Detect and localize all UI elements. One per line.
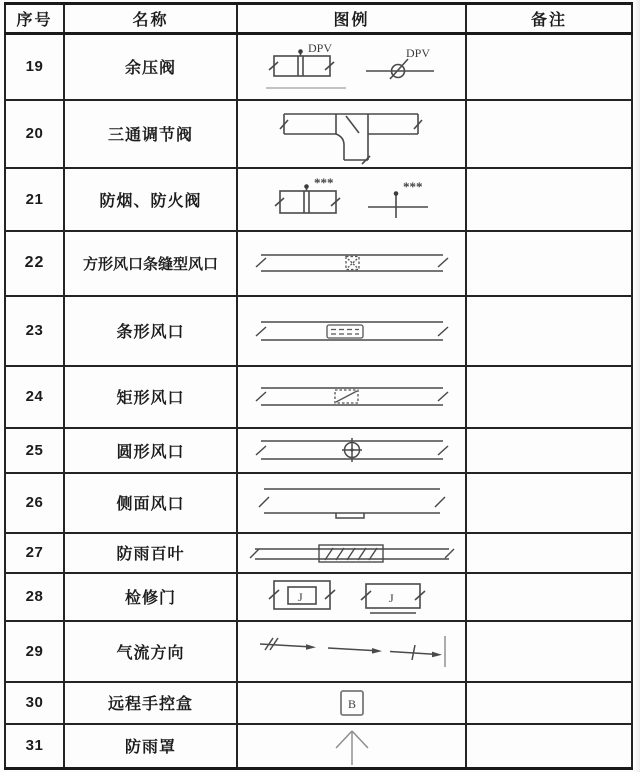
legend-table bbox=[4, 2, 633, 770]
table-row bbox=[5, 621, 632, 682]
row-name: 防雨百叶 bbox=[64, 533, 237, 573]
row-remark-cell bbox=[466, 296, 632, 366]
row-remark-cell bbox=[466, 573, 632, 621]
row-symbol-cell bbox=[237, 34, 466, 100]
row-symbol-cell bbox=[237, 168, 466, 231]
row-name: 圆形风口 bbox=[64, 428, 237, 473]
row-id: 28 bbox=[5, 573, 64, 621]
row-symbol-cell bbox=[237, 428, 466, 473]
row-name: 远程手控盒 bbox=[64, 682, 237, 724]
dpv-label-right: DPV bbox=[405, 45, 430, 60]
row-id: 22 bbox=[5, 231, 64, 296]
row-name: 侧面风口 bbox=[64, 473, 237, 533]
row-remark-cell bbox=[466, 682, 632, 724]
table-row bbox=[5, 100, 632, 168]
table-row bbox=[5, 34, 632, 100]
row-remark-cell bbox=[466, 724, 632, 769]
row-id: 30 bbox=[5, 682, 64, 724]
row-remark-cell bbox=[466, 231, 632, 296]
row-id: 25 bbox=[5, 428, 64, 473]
three-way-regulating-valve-symbol bbox=[266, 102, 438, 166]
row-remark-cell bbox=[466, 100, 632, 168]
row-symbol-cell bbox=[237, 573, 466, 621]
table-row bbox=[5, 573, 632, 621]
stars-label-left: *** bbox=[313, 175, 333, 190]
row-id: 26 bbox=[5, 473, 64, 533]
col-header-name: 名称 bbox=[64, 4, 237, 34]
row-remark-cell bbox=[466, 621, 632, 682]
table-row bbox=[5, 473, 632, 533]
table-row bbox=[5, 296, 632, 366]
dpv-label-left: DPV bbox=[307, 40, 332, 55]
row-symbol-cell bbox=[237, 231, 466, 296]
table-row bbox=[5, 231, 632, 296]
residual-pressure-valve-symbol bbox=[254, 40, 450, 94]
row-id: 27 bbox=[5, 533, 64, 573]
stars-label-right: *** bbox=[402, 179, 422, 194]
row-remark-cell bbox=[466, 533, 632, 573]
table-row bbox=[5, 366, 632, 428]
row-symbol-cell bbox=[237, 366, 466, 428]
access-door-symbol bbox=[262, 574, 442, 620]
row-id: 20 bbox=[5, 100, 64, 168]
row-name: 检修门 bbox=[64, 573, 237, 621]
b-label: B bbox=[347, 696, 356, 711]
row-remark-cell bbox=[466, 34, 632, 100]
row-remark-cell bbox=[466, 473, 632, 533]
rain-cap-symbol bbox=[317, 725, 387, 767]
row-name: 条形风口 bbox=[64, 296, 237, 366]
circular-air-outlet-symbol bbox=[247, 429, 457, 471]
row-id: 24 bbox=[5, 366, 64, 428]
row-id: 23 bbox=[5, 296, 64, 366]
smoke-fire-damper-symbol bbox=[264, 173, 440, 225]
row-name: 余压阀 bbox=[64, 34, 237, 100]
row-symbol-cell bbox=[237, 533, 466, 573]
j-label-left: J bbox=[297, 589, 303, 604]
table-row bbox=[5, 168, 632, 231]
table-row bbox=[5, 428, 632, 473]
square-slot-air-outlet-symbol bbox=[247, 243, 457, 283]
row-name: 矩形风口 bbox=[64, 366, 237, 428]
table-row bbox=[5, 724, 632, 769]
col-header-serial: 序号 bbox=[5, 4, 64, 34]
col-header-legend: 图例 bbox=[237, 4, 466, 34]
header-row bbox=[5, 4, 632, 34]
row-remark-cell bbox=[466, 168, 632, 231]
row-id: 21 bbox=[5, 168, 64, 231]
row-name: 防烟、防火阀 bbox=[64, 168, 237, 231]
row-symbol-cell bbox=[237, 473, 466, 533]
table-row bbox=[5, 682, 632, 724]
col-header-remark: 备注 bbox=[466, 4, 632, 34]
rain-louver-symbol bbox=[245, 536, 459, 570]
table-row bbox=[5, 533, 632, 573]
row-name: 方形风口条缝型风口 bbox=[64, 231, 237, 296]
j-label-right: J bbox=[388, 590, 394, 605]
row-id: 29 bbox=[5, 621, 64, 682]
row-remark-cell bbox=[466, 366, 632, 428]
row-name: 防雨罩 bbox=[64, 724, 237, 769]
row-symbol-cell bbox=[237, 100, 466, 168]
row-name: 三通调节阀 bbox=[64, 100, 237, 168]
row-remark-cell bbox=[466, 428, 632, 473]
airflow-direction-symbol bbox=[252, 629, 452, 673]
row-id: 19 bbox=[5, 34, 64, 100]
row-symbol-cell bbox=[237, 296, 466, 366]
rectangular-air-outlet-symbol bbox=[247, 377, 457, 417]
row-symbol-cell bbox=[237, 724, 466, 769]
strip-air-outlet-symbol bbox=[247, 310, 457, 352]
side-air-outlet-symbol bbox=[252, 479, 452, 527]
row-name: 气流方向 bbox=[64, 621, 237, 682]
remote-hand-control-box-symbol bbox=[330, 685, 374, 721]
row-symbol-cell bbox=[237, 621, 466, 682]
row-id: 31 bbox=[5, 724, 64, 769]
row-symbol-cell bbox=[237, 682, 466, 724]
